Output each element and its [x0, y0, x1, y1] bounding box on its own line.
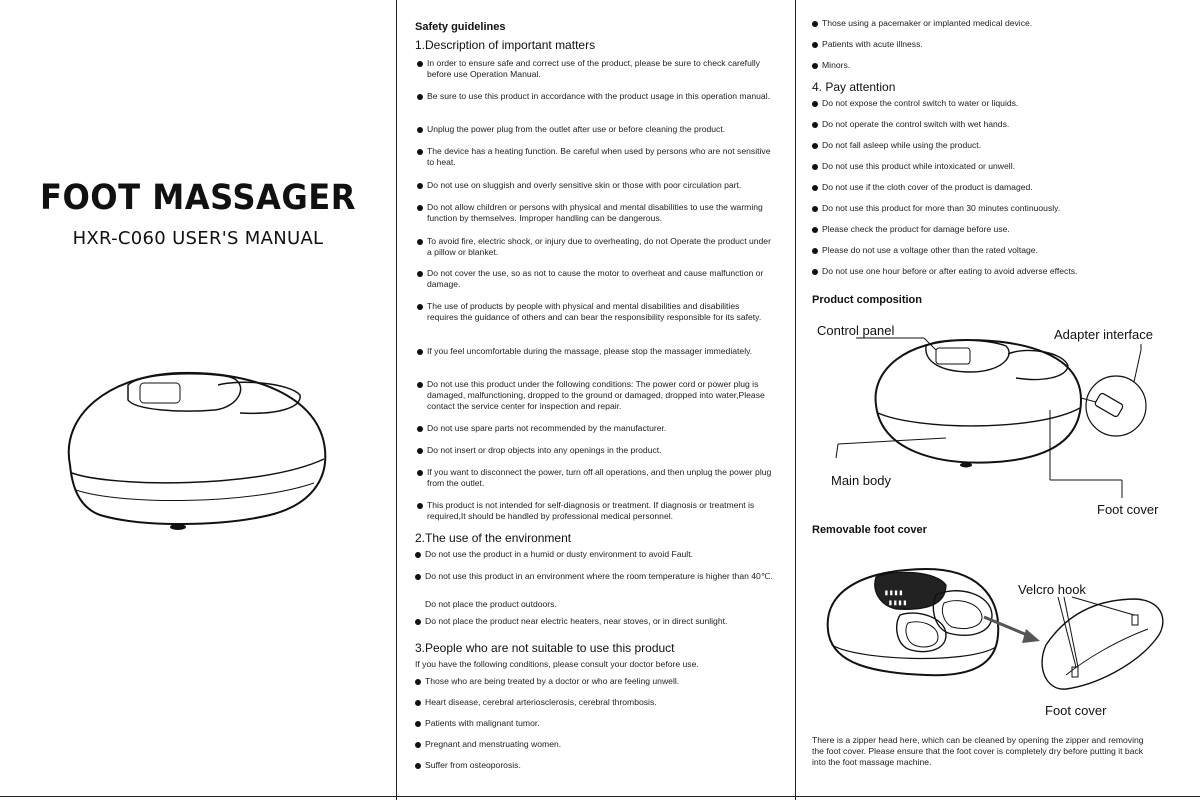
bullet — [417, 448, 423, 454]
label-adapter-interface: Adapter interface — [1054, 327, 1154, 342]
list-item: Do not fall asleep while using the product. — [822, 140, 982, 150]
bullet — [812, 122, 818, 128]
cover-panel — [0, 0, 396, 800]
bullet — [812, 185, 818, 191]
list-item: If you feel uncomfortable during the massage, please stop the massager immediately. — [427, 346, 753, 356]
section-4-title: 4. Pay attention — [812, 80, 896, 94]
bullet — [417, 382, 423, 388]
bullet — [415, 679, 421, 685]
list-item: To avoid fire, electric shock, or injury due to overheating, do not Operate the product under a pillow or blanket. — [427, 236, 771, 257]
list-item: If you want to disconnect the power, turn off all operations, and then unplug the power plug from the outlet. — [427, 467, 772, 488]
bullet — [812, 269, 818, 275]
list-item: Do not insert or drop objects into any openings in the product. — [427, 445, 662, 455]
section-3-title: 3.People who are not suitable to use this product — [415, 641, 675, 655]
safety-heading: Safety guidelines — [415, 21, 506, 33]
list-item: Suffer from osteoporosis. — [425, 760, 521, 770]
composition-title: Product composition — [812, 294, 922, 306]
bullet — [417, 304, 423, 310]
bullet — [417, 127, 423, 133]
bullet — [812, 63, 818, 69]
bullet — [415, 700, 421, 706]
manual-title: FOOT MASSAGER — [40, 178, 356, 218]
bullet — [415, 574, 421, 580]
section-3-intro: If you have the following conditions, please consult your doctor before use. — [415, 659, 699, 669]
label-control-panel: Control panel — [817, 323, 895, 338]
bullet — [415, 619, 421, 625]
svg-text:▮▮▮▮: ▮▮▮▮ — [884, 588, 904, 597]
list-item: Do not cover the use, so as not to cause the motor to overheat and cause malfunction or damage. — [427, 268, 764, 289]
list-item: Please check the product for damage before use. — [822, 224, 1010, 234]
cleaning-note: There is a zipper head here, which can be cleaned by opening the zipper and removing the foot cover. Please ensure that the foot cover is completely dry before putting it back into the foot massage machine. — [812, 735, 1144, 767]
bullet — [417, 470, 423, 476]
bullet — [417, 183, 423, 189]
safety-panel — [396, 0, 796, 800]
list-item: Do not expose the control switch to water or liquids. — [822, 98, 1019, 108]
label-foot-cover: Foot cover — [1097, 502, 1159, 517]
list-item: Do not use this product under the following conditions: The power cord or power plug is damaged, malfunctioning, dropped to the ground or damaged, dropped into water,Please contact the service center for inspection and repair. — [427, 379, 765, 411]
list-item: Do not use if the cloth cover of the product is damaged. — [822, 182, 1033, 192]
list-item: The device has a heating function. Be careful when used by persons who are not sensitive to heat. — [427, 146, 771, 167]
bullet — [812, 164, 818, 170]
list-item: Be sure to use this product in accordance with the product usage in this operation manual. — [427, 91, 770, 101]
list-item: Unplug the power plug from the outlet after use or before cleaning the product. — [427, 124, 726, 134]
list-item: Do not use on sluggish and overly sensitive skin or those with poor circulation part. — [427, 180, 742, 190]
list-item: Do not use the product in a humid or dusty environment to avoid Fault. — [425, 549, 693, 559]
list-item: Pregnant and menstruating women. — [425, 739, 562, 749]
list-item: Do not use spare parts not recommended by the manufacturer. — [427, 423, 667, 433]
list-item: Minors. — [822, 60, 851, 70]
list-item: Those using a pacemaker or implanted medical device. — [822, 18, 1033, 28]
bullet — [417, 426, 423, 432]
bullet — [812, 21, 818, 27]
bullet — [417, 349, 423, 355]
list-item: In order to ensure safe and correct use of the product, please be sure to check carefully before use Operation Manual. — [427, 58, 760, 79]
list-item: The use of products by people with physical and mental disabilities and disabilities requires the guidance of others and can bear the responsibility responsible for its safety. — [427, 301, 762, 322]
bullet — [417, 94, 423, 100]
list-item: Patients with malignant tumor. — [425, 718, 540, 728]
bullet — [812, 42, 818, 48]
list-item: Do not place the product outdoors. — [425, 599, 557, 609]
bullet — [812, 101, 818, 107]
bullet — [415, 742, 421, 748]
foot-massager-illustration — [40, 355, 340, 545]
bullet — [417, 149, 423, 155]
removable-cover-title: Removable foot cover — [812, 524, 927, 536]
label-foot-cover-2: Foot cover — [1045, 703, 1107, 718]
list-item: Do not use one hour before or after eating to avoid adverse effects. — [822, 266, 1078, 276]
list-item: Patients with acute illness. — [822, 39, 923, 49]
list-item: Do not use this product while intoxicated or unwell. — [822, 161, 1015, 171]
bullet — [417, 205, 423, 211]
list-item: Heart disease, cerebral arteriosclerosis, cerebral thrombosis. — [425, 697, 657, 707]
list-item: Please do not use a voltage other than the rated voltage. — [822, 245, 1038, 255]
list-item: Do not operate the control switch with wet hands. — [822, 119, 1010, 129]
section-1-title: 1.Description of important matters — [415, 38, 596, 52]
bullet — [417, 271, 423, 277]
bullet — [417, 503, 423, 509]
list-item: Those who are being treated by a doctor or who are feeling unwell. — [425, 676, 680, 686]
list-item: Do not allow children or persons with physical and mental disabilities to use the warming function by themselves. Improper handling can be dangerous. — [427, 202, 763, 223]
bullet — [417, 239, 423, 245]
composition-panel — [796, 0, 1200, 800]
list-item: Do not use this product for more than 30 minutes continuously. — [822, 203, 1061, 213]
label-main-body: Main body — [831, 473, 891, 488]
removable-foot-cover-diagram — [796, 555, 1200, 735]
list-item: Do not place the product near electric heaters, near stoves, or in direct sunlight. — [425, 616, 728, 626]
bullet — [812, 206, 818, 212]
list-item: This product is not intended for self-diagnosis or treatment. If diagnosis or treatment is required,It should be handled by professional medical personnel. — [427, 500, 755, 521]
bullet — [417, 61, 423, 67]
bullet — [415, 763, 421, 769]
bullet — [812, 227, 818, 233]
label-velcro-hook: Velcro hook — [1018, 582, 1086, 597]
bullet — [812, 143, 818, 149]
manual-subtitle: HXR-C060 USER'S MANUAL — [72, 228, 324, 249]
svg-text:▮▮▮▮: ▮▮▮▮ — [888, 598, 908, 607]
bullet — [415, 721, 421, 727]
bullet — [812, 248, 818, 254]
section-2-title: 2.The use of the environment — [415, 531, 572, 545]
list-item: Do not use this product in an environment where the room temperature is higher than 40℃. — [425, 571, 773, 581]
bottom-border — [0, 796, 1200, 798]
bullet — [415, 552, 421, 558]
